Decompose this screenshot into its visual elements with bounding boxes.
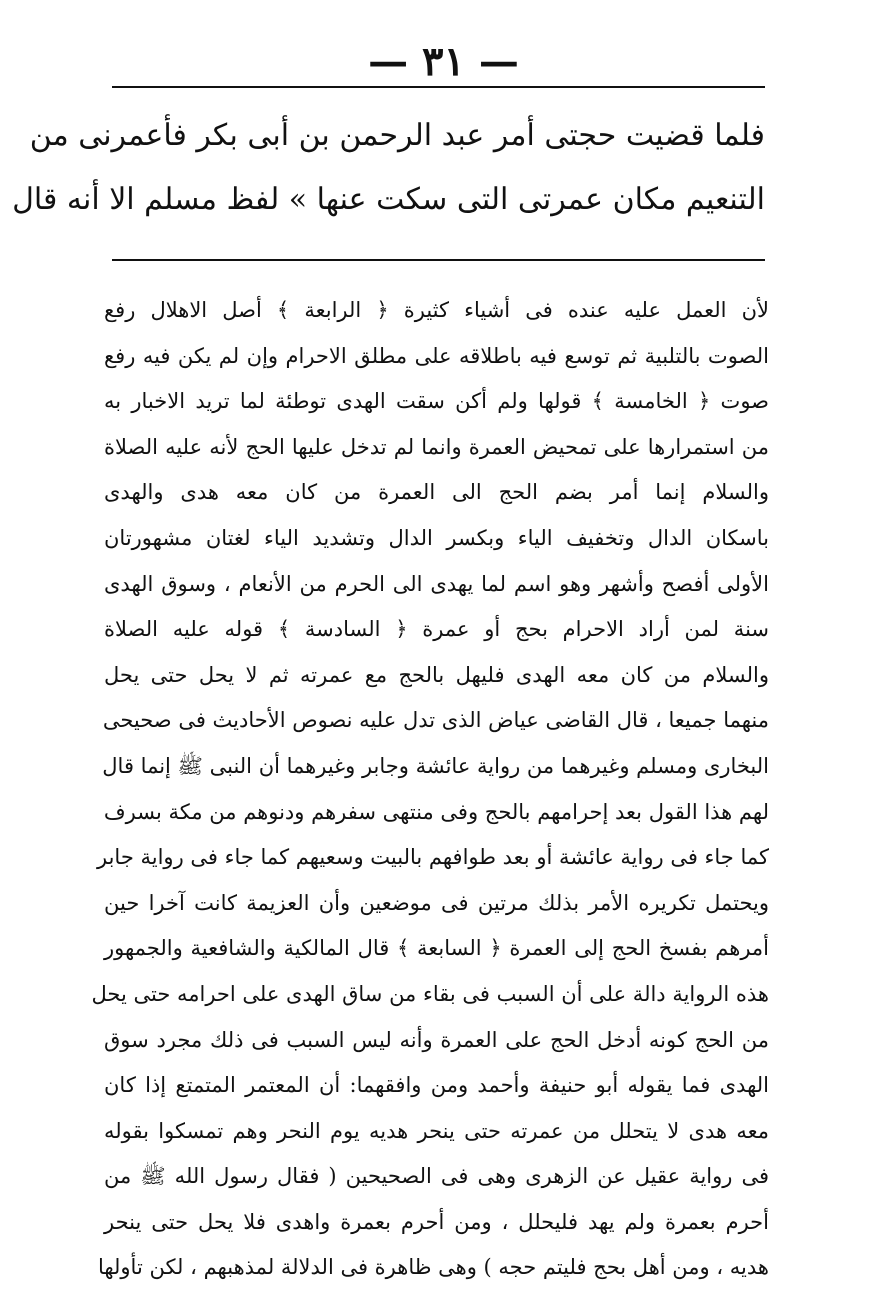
commentary-line: البخارى ومسلم وغيرهما من رواية عائشة وجابر وغيرهما أن النبى ﷺ إنما قال	[102, 753, 769, 778]
commentary-line: من الحج كونه أدخل الحج على العمرة وأنه ليس السبب فى ذلك مجرد سوق	[104, 1027, 769, 1052]
commentary-line: لهم هذا القول بعد إحرامهم بالحج وفى منتهى سفرهم ودنوهم من مكة بسرف	[103, 799, 769, 824]
section-rule	[112, 259, 765, 261]
commentary-line: أحرم بعمرة ولم يهد فليحلل ، ومن أحرم بعمرة واهدى فلا يحل حتى ينحر	[104, 1209, 769, 1234]
commentary-line: من استمرارها على تمحيض العمرة وانما لم تدخل عليها الحج لأنه عليه الصلاة	[104, 434, 769, 459]
commentary-line: الصوت بالتلبية ثم توسع فيه باطلاقه على مطلق الاحرام وإن لم يكن فيه رفع	[104, 343, 769, 368]
commentary-line: والسلام من كان معه الهدى فليهل بالحج مع عمرته ثم لا يحل حتى يحل	[104, 662, 769, 687]
commentary-text	[91, 288, 769, 1291]
commentary-line: الهدى فما يقوله أبو حنيفة وأحمد ومن وافقهما: أن المعتمر المتمتع إذا كان	[104, 1073, 769, 1098]
commentary-line: والسلام إنما أمر بضم الحج الى العمرة من كان معه هدى والهدى	[104, 480, 769, 505]
commentary-line: هديه ، ومن أهل بحج فليتم حجه ) وهى ظاهرة فى الدلالة لمذهبهم ، لكن تأولها	[97, 1255, 769, 1280]
hadith-line: التنعيم مكان عمرتى التى سكت عنها » لفظ مسلم الا أنه قال	[12, 182, 765, 217]
commentary-line: أمرهم بفسخ الحج إلى العمرة ﴿ السابعة ﴾ قال المالكية والشافعية والجمهور	[104, 936, 769, 961]
commentary-line: سنة لمن أراد الاحرام بحج أو عمرة ﴿ السادسة ﴾ قوله عليه الصلاة	[104, 617, 769, 642]
commentary-line: لأن العمل عليه عنده فى أشياء كثيرة ﴿ الرابعة ﴾ أصل الاهلال رفع	[104, 298, 769, 322]
commentary-line: هذه الرواية دالة على أن السبب فى بقاء من ساق الهدى على احرامه حتى يحل	[91, 981, 769, 1006]
header-rule	[112, 86, 765, 88]
commentary-line: باسكان الدال وتخفيف الياء وبكسر الدال وتشديد الياء لغتان مشهورتان	[104, 525, 769, 550]
commentary-line: صوت ﴿ الخامسة ﴾ قولها ولم أكن سقت الهدى توطئة لما تريد الاخبار به	[104, 389, 769, 414]
commentary-line: الأولى أفصح وأشهر وهو اسم لما يهدى الى الحرم من الأنعام ، وسوق الهدى	[104, 571, 769, 596]
hadith-text	[12, 104, 765, 232]
page-number: — ٣١ —	[368, 38, 519, 85]
commentary-line: منهما جميعا ، قال القاضى عياض الذى تدل عليه نصوص الأحاديث فى صحيحى	[102, 708, 769, 733]
commentary-line: كما جاء فى رواية عائشة أو بعد طوافهم بالبيت وسعيهم كما جاء فى رواية جابر	[97, 845, 769, 870]
commentary-line: ويحتمل تكريره الأمر بذلك مرتين فى موضعين وأن العزيمة كانت آخرا حين	[104, 890, 769, 915]
hadith-line: فلما قضيت حجتى أمر عبد الرحمن بن أبى بكر فأعمرنى من	[29, 118, 765, 153]
commentary-line: فى رواية عقيل عن الزهرى وهى فى الصحيحين ( فقال رسول الله ﷺ من	[104, 1164, 769, 1189]
commentary-line: معه هدى لا يتحلل من عمرته حتى ينحر هديه يوم النحر وهم تمسكوا بقوله	[104, 1118, 769, 1143]
